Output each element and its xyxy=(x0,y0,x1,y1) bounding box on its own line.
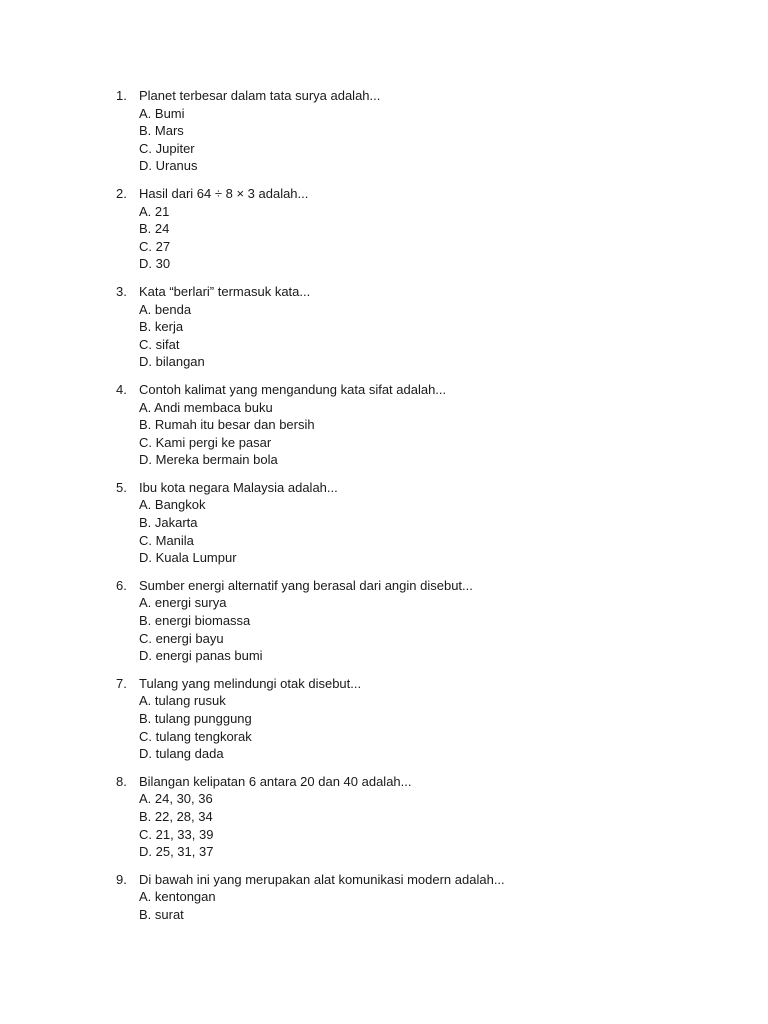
answer-options xyxy=(116,790,505,860)
question-line xyxy=(116,577,505,595)
answer-option: C. Kami pergi ke pasar xyxy=(139,434,272,450)
answer-option: D. Mereka bermain bola xyxy=(139,452,278,468)
answer-option: D. Kuala Lumpur xyxy=(139,550,237,566)
question-line xyxy=(116,773,505,791)
answer-option: D. bilangan xyxy=(139,354,205,370)
answer-option: A. 21 xyxy=(139,203,170,219)
question-item xyxy=(116,675,505,763)
answer-options xyxy=(116,105,505,175)
question-number: 4. xyxy=(116,381,127,397)
question-number: 1. xyxy=(116,88,127,103)
question-text: Tulang yang melindungi otak disebut... xyxy=(139,675,362,691)
answer-option: D. 25, 31, 37 xyxy=(139,844,214,860)
question-text: Kata “berlari” termasuk kata... xyxy=(139,283,311,299)
question-number: 2. xyxy=(116,185,127,201)
question-number: 9. xyxy=(116,871,127,887)
question-item xyxy=(116,283,505,371)
question-text: Di bawah ini yang merupakan alat komunikasi modern adalah... xyxy=(139,871,505,887)
answer-options xyxy=(116,399,505,469)
answer-option: C. Jupiter xyxy=(139,140,195,156)
answer-option: D. energi panas bumi xyxy=(139,648,263,664)
answer-option: B. kerja xyxy=(139,319,184,335)
answer-option: A. Andi membaca buku xyxy=(139,399,273,415)
question-item xyxy=(116,185,505,273)
answer-option: B. energi biomassa xyxy=(139,613,251,629)
question-line xyxy=(116,675,505,693)
question-item xyxy=(116,773,505,861)
answer-option: B. tulang punggung xyxy=(139,711,252,726)
answer-option: D. tulang dada xyxy=(139,746,224,762)
answer-option: B. 22, 28, 34 xyxy=(139,808,213,824)
question-item xyxy=(116,87,505,175)
answer-options xyxy=(116,692,505,762)
question-line xyxy=(116,87,505,105)
answer-option: A. 24, 30, 36 xyxy=(139,791,213,807)
question-line xyxy=(116,185,505,203)
answer-option: C. energi bayu xyxy=(139,630,224,646)
answer-option: A. energi surya xyxy=(139,595,227,611)
answer-option: D. Uranus xyxy=(139,158,198,174)
question-item xyxy=(116,381,505,469)
answer-option: B. surat xyxy=(139,906,184,922)
answer-option: A. Bangkok xyxy=(139,497,206,513)
question-text: Ibu kota negara Malaysia adalah... xyxy=(139,479,338,495)
answer-option: B. Rumah itu besar dan bersih xyxy=(139,417,315,433)
question-number: 6. xyxy=(116,577,127,593)
answer-options xyxy=(116,888,505,923)
answer-options xyxy=(116,203,505,273)
question-text: Sumber energi alternatif yang berasal dari angin disebut... xyxy=(139,577,473,593)
question-text: Hasil dari 64 ÷ 8 × 3 adalah... xyxy=(139,185,309,201)
question-line xyxy=(116,871,505,889)
answer-option: A. Bumi xyxy=(139,105,185,121)
answer-option: C. tulang tengkorak xyxy=(139,728,252,744)
question-line xyxy=(116,283,505,301)
question-line xyxy=(116,381,505,399)
answer-option: B. 24 xyxy=(139,221,170,237)
answer-option: B. Jakarta xyxy=(139,515,198,531)
question-number: 8. xyxy=(116,773,127,789)
answer-option: A. tulang rusuk xyxy=(139,693,226,709)
answer-options xyxy=(116,496,505,566)
question-number: 5. xyxy=(116,479,127,495)
answer-option: B. Mars xyxy=(139,123,184,139)
question-line xyxy=(116,479,505,497)
answer-options xyxy=(116,594,505,664)
question-item xyxy=(116,577,505,665)
answer-option: A. benda xyxy=(139,301,192,317)
question-list xyxy=(116,87,505,934)
answer-option: C. 21, 33, 39 xyxy=(139,826,214,842)
answer-option: C. sifat xyxy=(139,336,180,352)
question-item xyxy=(116,871,505,924)
question-text: Planet terbesar dalam tata surya adalah... xyxy=(139,88,381,103)
answer-options xyxy=(116,301,505,371)
answer-option: A. kentongan xyxy=(139,889,216,905)
question-text: Bilangan kelipatan 6 antara 20 dan 40 adalah... xyxy=(139,773,412,789)
question-number: 3. xyxy=(116,283,127,299)
question-text: Contoh kalimat yang mengandung kata sifat adalah... xyxy=(139,381,447,397)
answer-option: D. 30 xyxy=(139,256,171,272)
question-item xyxy=(116,479,505,567)
question-number: 7. xyxy=(116,675,127,691)
answer-option: C. Manila xyxy=(139,532,194,548)
answer-option: C. 27 xyxy=(139,238,171,254)
